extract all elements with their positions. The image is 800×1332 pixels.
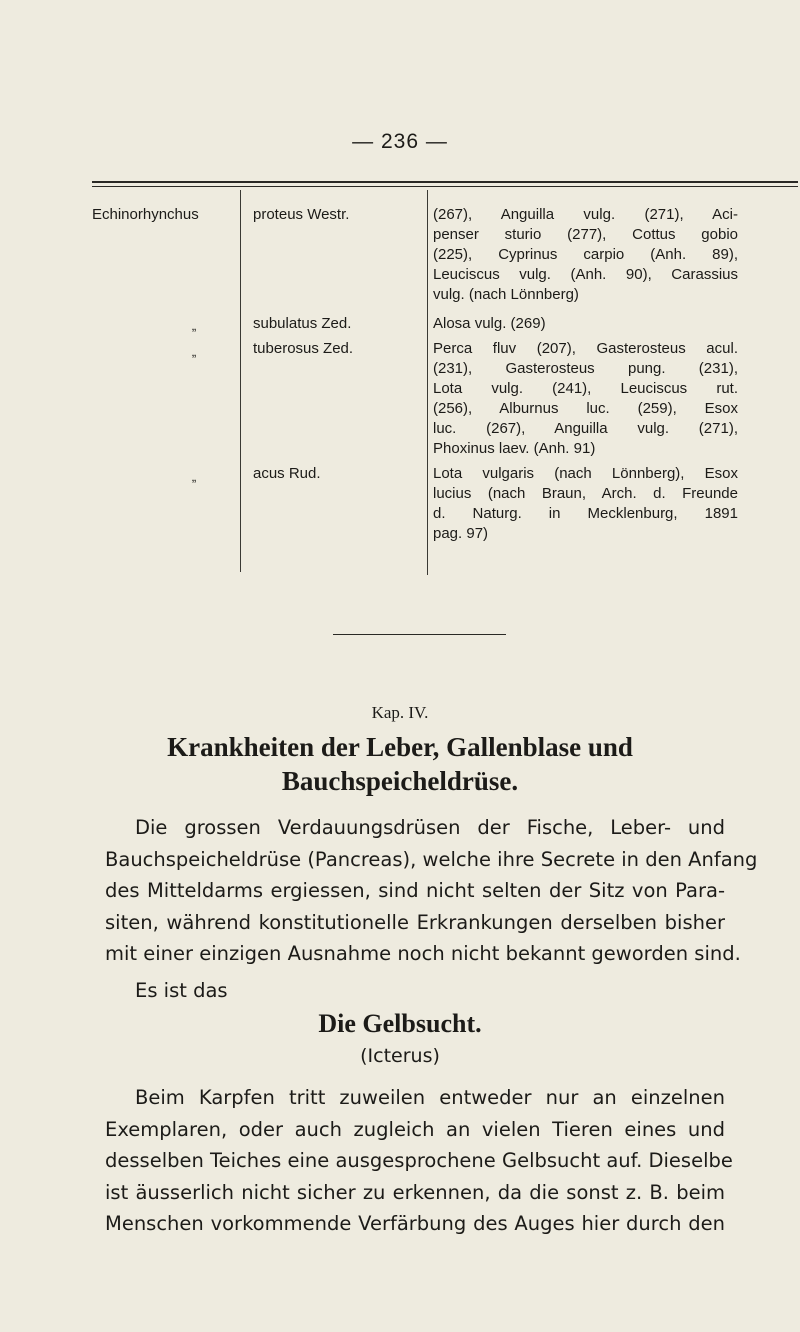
paragraph-3 xyxy=(105,1082,733,1240)
table-cell-species: tuberosus Zed. xyxy=(253,340,354,357)
text-line: Exemplaren, oder auch zugleich an vielen Tieren eines und xyxy=(105,1117,725,1141)
ditto-mark: „ xyxy=(191,318,197,333)
section-divider-rule xyxy=(333,634,506,635)
chapter-title-line-1: Krankheiten der Leber, Gallenblase und xyxy=(167,732,633,762)
text-line: siten, während konstitutionelle Erkrankungen derselben bisher xyxy=(105,910,725,934)
section-title: Die Gelbsucht. xyxy=(318,1009,482,1038)
host-line: Lota vulgaris (nach Lönnberg), Esox xyxy=(433,465,738,482)
text-line: des Mitteldarms ergiessen, sind nicht selten der Sitz von Para- xyxy=(105,879,725,902)
host-line: (225), Cyprinus carpio (Anh. 89), xyxy=(433,246,738,263)
host-line: Alosa vulg. (269) xyxy=(433,315,546,332)
host-line: luc. (267), Anguilla vulg. (271), xyxy=(433,420,738,437)
host-line: lucius (nach Braun, Arch. d. Freunde xyxy=(433,485,738,502)
host-line: Phoxinus laev. (Anh. 91) xyxy=(433,440,596,457)
ditto-mark: „ xyxy=(191,344,197,359)
page-number: — 236 — xyxy=(352,130,448,153)
table-top-rule xyxy=(92,181,798,183)
host-line: (267), Anguilla vulg. (271), Aci- xyxy=(433,206,738,223)
host-line: penser sturio (277), Cottus gobio xyxy=(433,226,738,243)
table-cell-hosts xyxy=(433,464,738,544)
table-top-rule-thin xyxy=(92,186,798,187)
column-divider-1 xyxy=(240,190,241,572)
host-line: pag. 97) xyxy=(433,525,489,542)
text-line: Menschen vorkommende Verfärbung des Auges hier durch den xyxy=(105,1212,725,1235)
host-line: (256), Alburnus luc. (259), Esox xyxy=(433,400,738,417)
table-cell-hosts xyxy=(433,205,738,305)
table-cell-hosts xyxy=(433,339,738,459)
text-line: Bauchspeicheldrüse (Pancreas), welche ihre Secrete in den Anfang xyxy=(105,847,758,871)
ditto-mark: „ xyxy=(191,469,197,484)
host-line: Perca fluv (207), Gasterosteus acul. xyxy=(433,340,738,357)
paragraph-2 xyxy=(135,975,725,1007)
text-line: Es ist das xyxy=(135,979,228,1002)
text-line: ist äusserlich nicht sicher zu erkennen, da die sonst z. B. beim xyxy=(105,1180,725,1204)
chapter-title-line-2: Bauchspeicheldrüse. xyxy=(281,766,519,796)
table-cell-hosts xyxy=(433,314,738,334)
text-line: desselben Teiches eine ausgesprochene Gelbsucht auf. Dieselbe xyxy=(105,1149,733,1172)
table-cell-species: subulatus Zed. xyxy=(253,315,352,332)
text-line: Die grossen Verdauungsdrüsen der Fische, Leber- und xyxy=(135,816,725,839)
host-line: (231), Gasterosteus pung. (231), xyxy=(433,360,738,377)
paragraph-1 xyxy=(105,812,758,970)
table-cell-genus: Echinorhynchus xyxy=(92,206,199,223)
host-line: vulg. (nach Lönnberg) xyxy=(433,286,579,303)
section-subtitle: (Icterus) xyxy=(360,1045,440,1067)
table-cell-species: proteus Westr. xyxy=(253,206,350,223)
chapter-label: Kap. IV. xyxy=(371,703,429,722)
host-line: d. Naturg. in Mecklenburg, 1891 xyxy=(433,505,738,522)
text-line: Beim Karpfen tritt zuweilen entweder nur an einzelnen xyxy=(135,1086,725,1109)
host-line: Leuciscus vulg. (Anh. 90), Carassius xyxy=(433,266,738,283)
column-divider-2 xyxy=(427,190,428,575)
text-line: mit einer einzigen Ausnahme noch nicht bekannt geworden sind. xyxy=(105,942,741,965)
table-cell-species: acus Rud. xyxy=(253,465,321,482)
host-line: Lota vulg. (241), Leuciscus rut. xyxy=(433,380,738,397)
